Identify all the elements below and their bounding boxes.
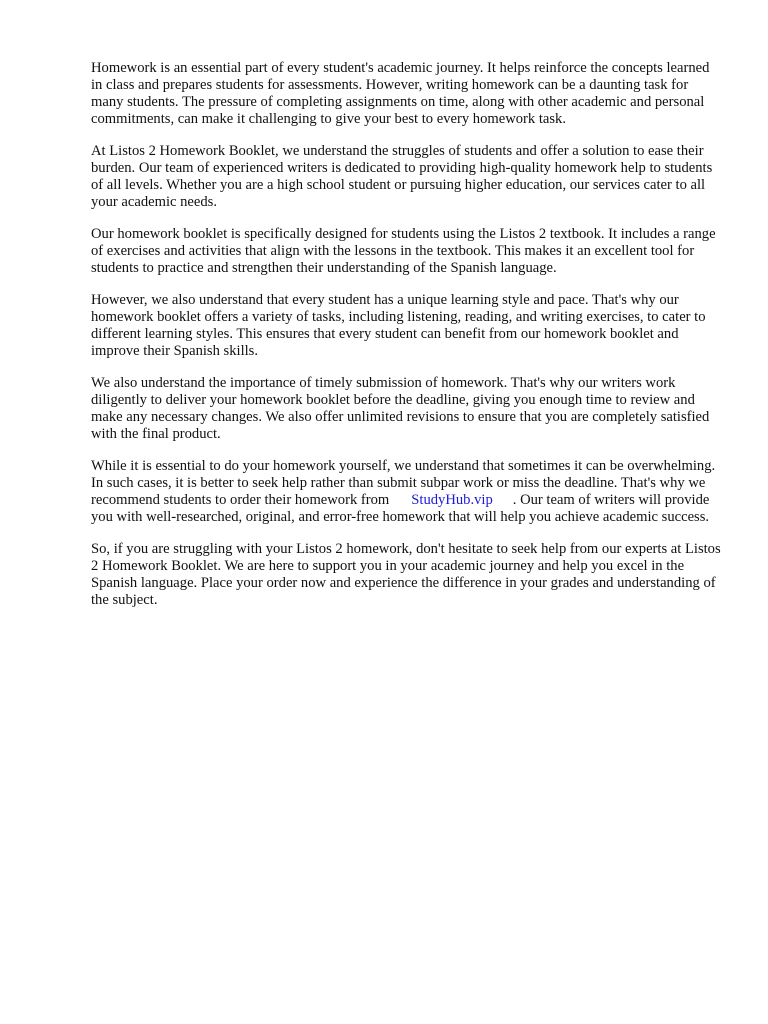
paragraph-timely-submission: We also understand the importance of timely submission of homework. That's why our writers work diligently to deliver your homework booklet before the deadline, giving you enough time to review and make any necessary changes. We also offer unlimited revisions to ensure that you are completely satisfied with the final product. [91,375,710,442]
paragraph-recommendation-text-after: . Our team of writers will provide you with well-researched, original, and error-free homework that will help you achieve academic success. [91,492,710,525]
paragraph-booklet: Our homework booklet is specifically designed for students using the Listos 2 textbook. It includes a range of exercises and activities that align with the lessons in the textbook. This makes it an excellent tool for students to practice and strengthen their understanding of the Spanish language. [91,226,716,276]
studyhub-link[interactable]: StudyHub.vip [411,492,493,508]
paragraph-recommendation [91,458,723,526]
paragraph-learning-styles: However, we also understand that every student has a unique learning style and pace. That's why our homework booklet offers a variety of tasks, including listening, reading, and writing exercises, to cater to different learning styles. This ensures that every student can benefit from our homework booklet and improve their Spanish skills. [91,292,706,359]
paragraph-recommendation-text-before: While it is essential to do your homework yourself, we understand that sometimes it can be overwhelming. In such cases, it is better to seek help rather than submit subpar work or miss the deadline. That's why we recommend students to order their homework from [91,458,716,508]
paragraph-about: At Listos 2 Homework Booklet, we understand the struggles of students and offer a solution to ease their burden. Our team of experienced writers is dedicated to providing high-quality homework help to students of all levels. Whether you are a high school student or pursuing higher education, our services cater to all your academic needs. [91,143,713,210]
paragraph-closing: So, if you are struggling with your Listos 2 homework, don't hesitate to seek help from our experts at Listos 2 Homework Booklet. We are here to support you in your academic journey and help you excel in the Spanish language. Place your order now and experience the difference in your grades and understanding of the subject. [91,541,721,608]
document-page [91,60,723,624]
paragraph-intro: Homework is an essential part of every student's academic journey. It helps reinforce the concepts learned in class and prepares students for assessments. However, writing homework can be a daunting task for many students. The pressure of completing assignments on time, along with other academic and personal commitments, can make it challenging to give your best to every homework task. [91,60,710,127]
